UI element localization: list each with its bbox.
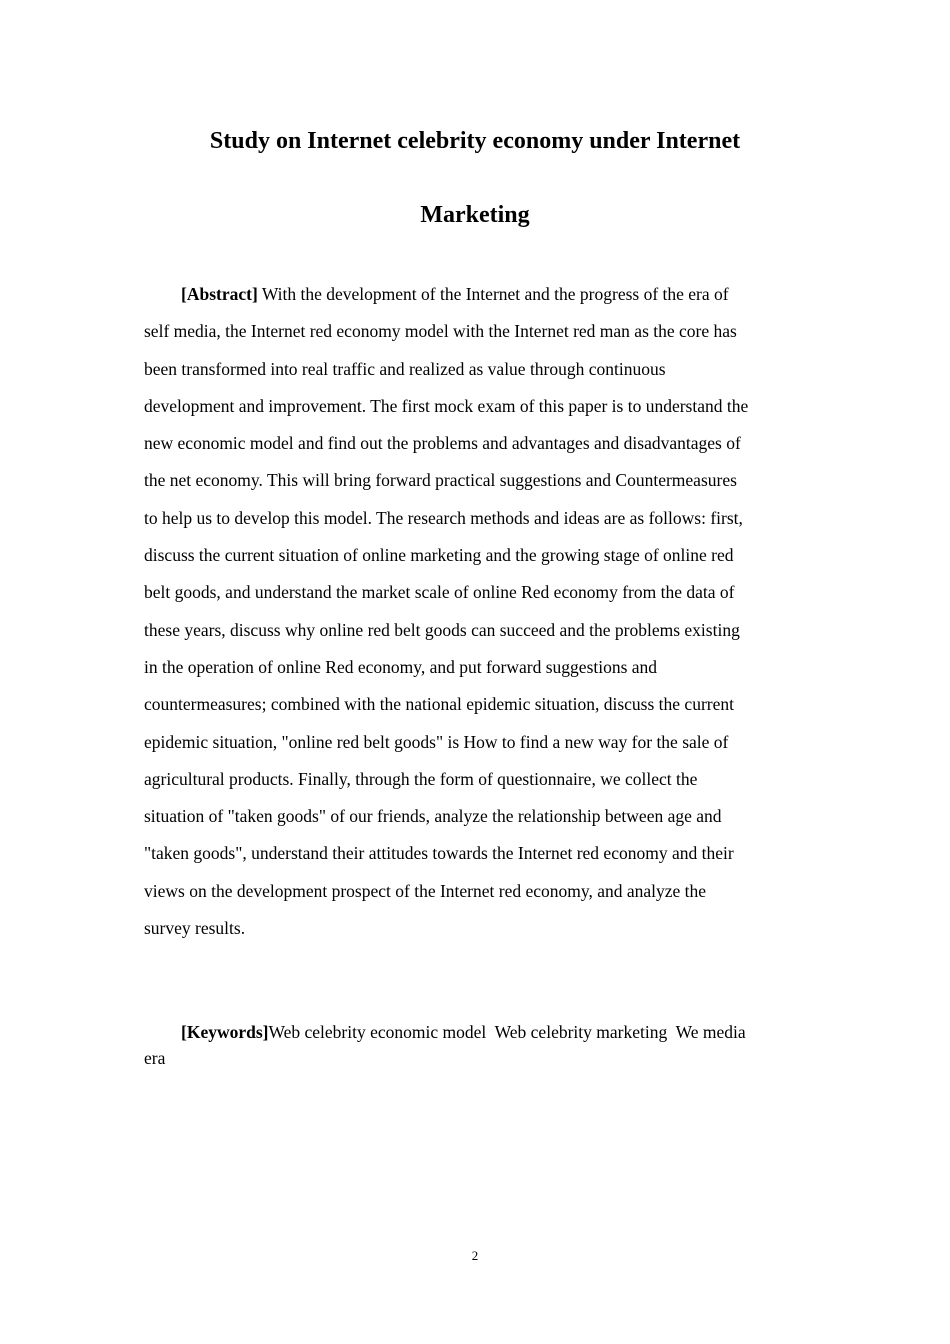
abstract-line: in the operation of online Red economy, and put forward suggestions and xyxy=(144,656,658,677)
keywords-line-1 xyxy=(144,1019,808,1045)
abstract-line: epidemic situation, "online red belt goods" is How to find a new way for the sale of xyxy=(144,731,729,752)
paper-title-line-1: Study on Internet celebrity economy under Internet xyxy=(209,128,741,154)
keywords-text: Web celebrity economic model Web celebrity marketing We media xyxy=(268,1022,746,1042)
abstract-line: situation of "taken goods" of our friends, analyze the relationship between age and xyxy=(144,806,722,827)
abstract-line: countermeasures; combined with the national epidemic situation, discuss the current xyxy=(144,694,734,715)
abstract-label: [Abstract] xyxy=(181,284,258,304)
keywords-line-2: era xyxy=(144,1048,166,1068)
abstract-line: self media, the Internet red economy model with the Internet red man as the core has xyxy=(144,321,737,342)
abstract-line: discuss the current situation of online marketing and the growing stage of online red xyxy=(144,545,734,566)
abstract-line: agricultural products. Finally, through the form of questionnaire, we collect the xyxy=(144,768,698,789)
paper-title-line-2: Marketing xyxy=(420,202,530,228)
abstract-line: development and improvement. The first mock exam of this paper is to understand the xyxy=(144,395,749,416)
abstract-line: the net economy. This will bring forward practical suggestions and Countermeasures xyxy=(144,470,737,491)
abstract-line xyxy=(144,276,808,313)
abstract-line: belt goods, and understand the market scale of online Red economy from the data of xyxy=(144,582,735,603)
page-number: 2 xyxy=(471,1248,479,1263)
abstract-line: these years, discuss why online red belt goods can succeed and the problems existing xyxy=(144,619,740,640)
abstract-paragraph xyxy=(144,276,808,947)
abstract-line: to help us to develop this model. The research methods and ideas are as follows: first, xyxy=(144,507,743,528)
abstract-line: been transformed into real traffic and realized as value through continuous xyxy=(144,358,666,379)
abstract-line: survey results. xyxy=(144,918,246,939)
keywords-label: [Keywords] xyxy=(181,1022,269,1042)
abstract-line-text: With the development of the Internet and the progress of the era of xyxy=(257,284,729,304)
abstract-line: new economic model and find out the problems and advantages and disadvantages of xyxy=(144,433,741,454)
keywords-paragraph xyxy=(144,1019,808,1071)
abstract-line: "taken goods", understand their attitudes towards the Internet red economy and their xyxy=(144,843,734,864)
abstract-line: views on the development prospect of the Internet red economy, and analyze the xyxy=(144,880,707,901)
